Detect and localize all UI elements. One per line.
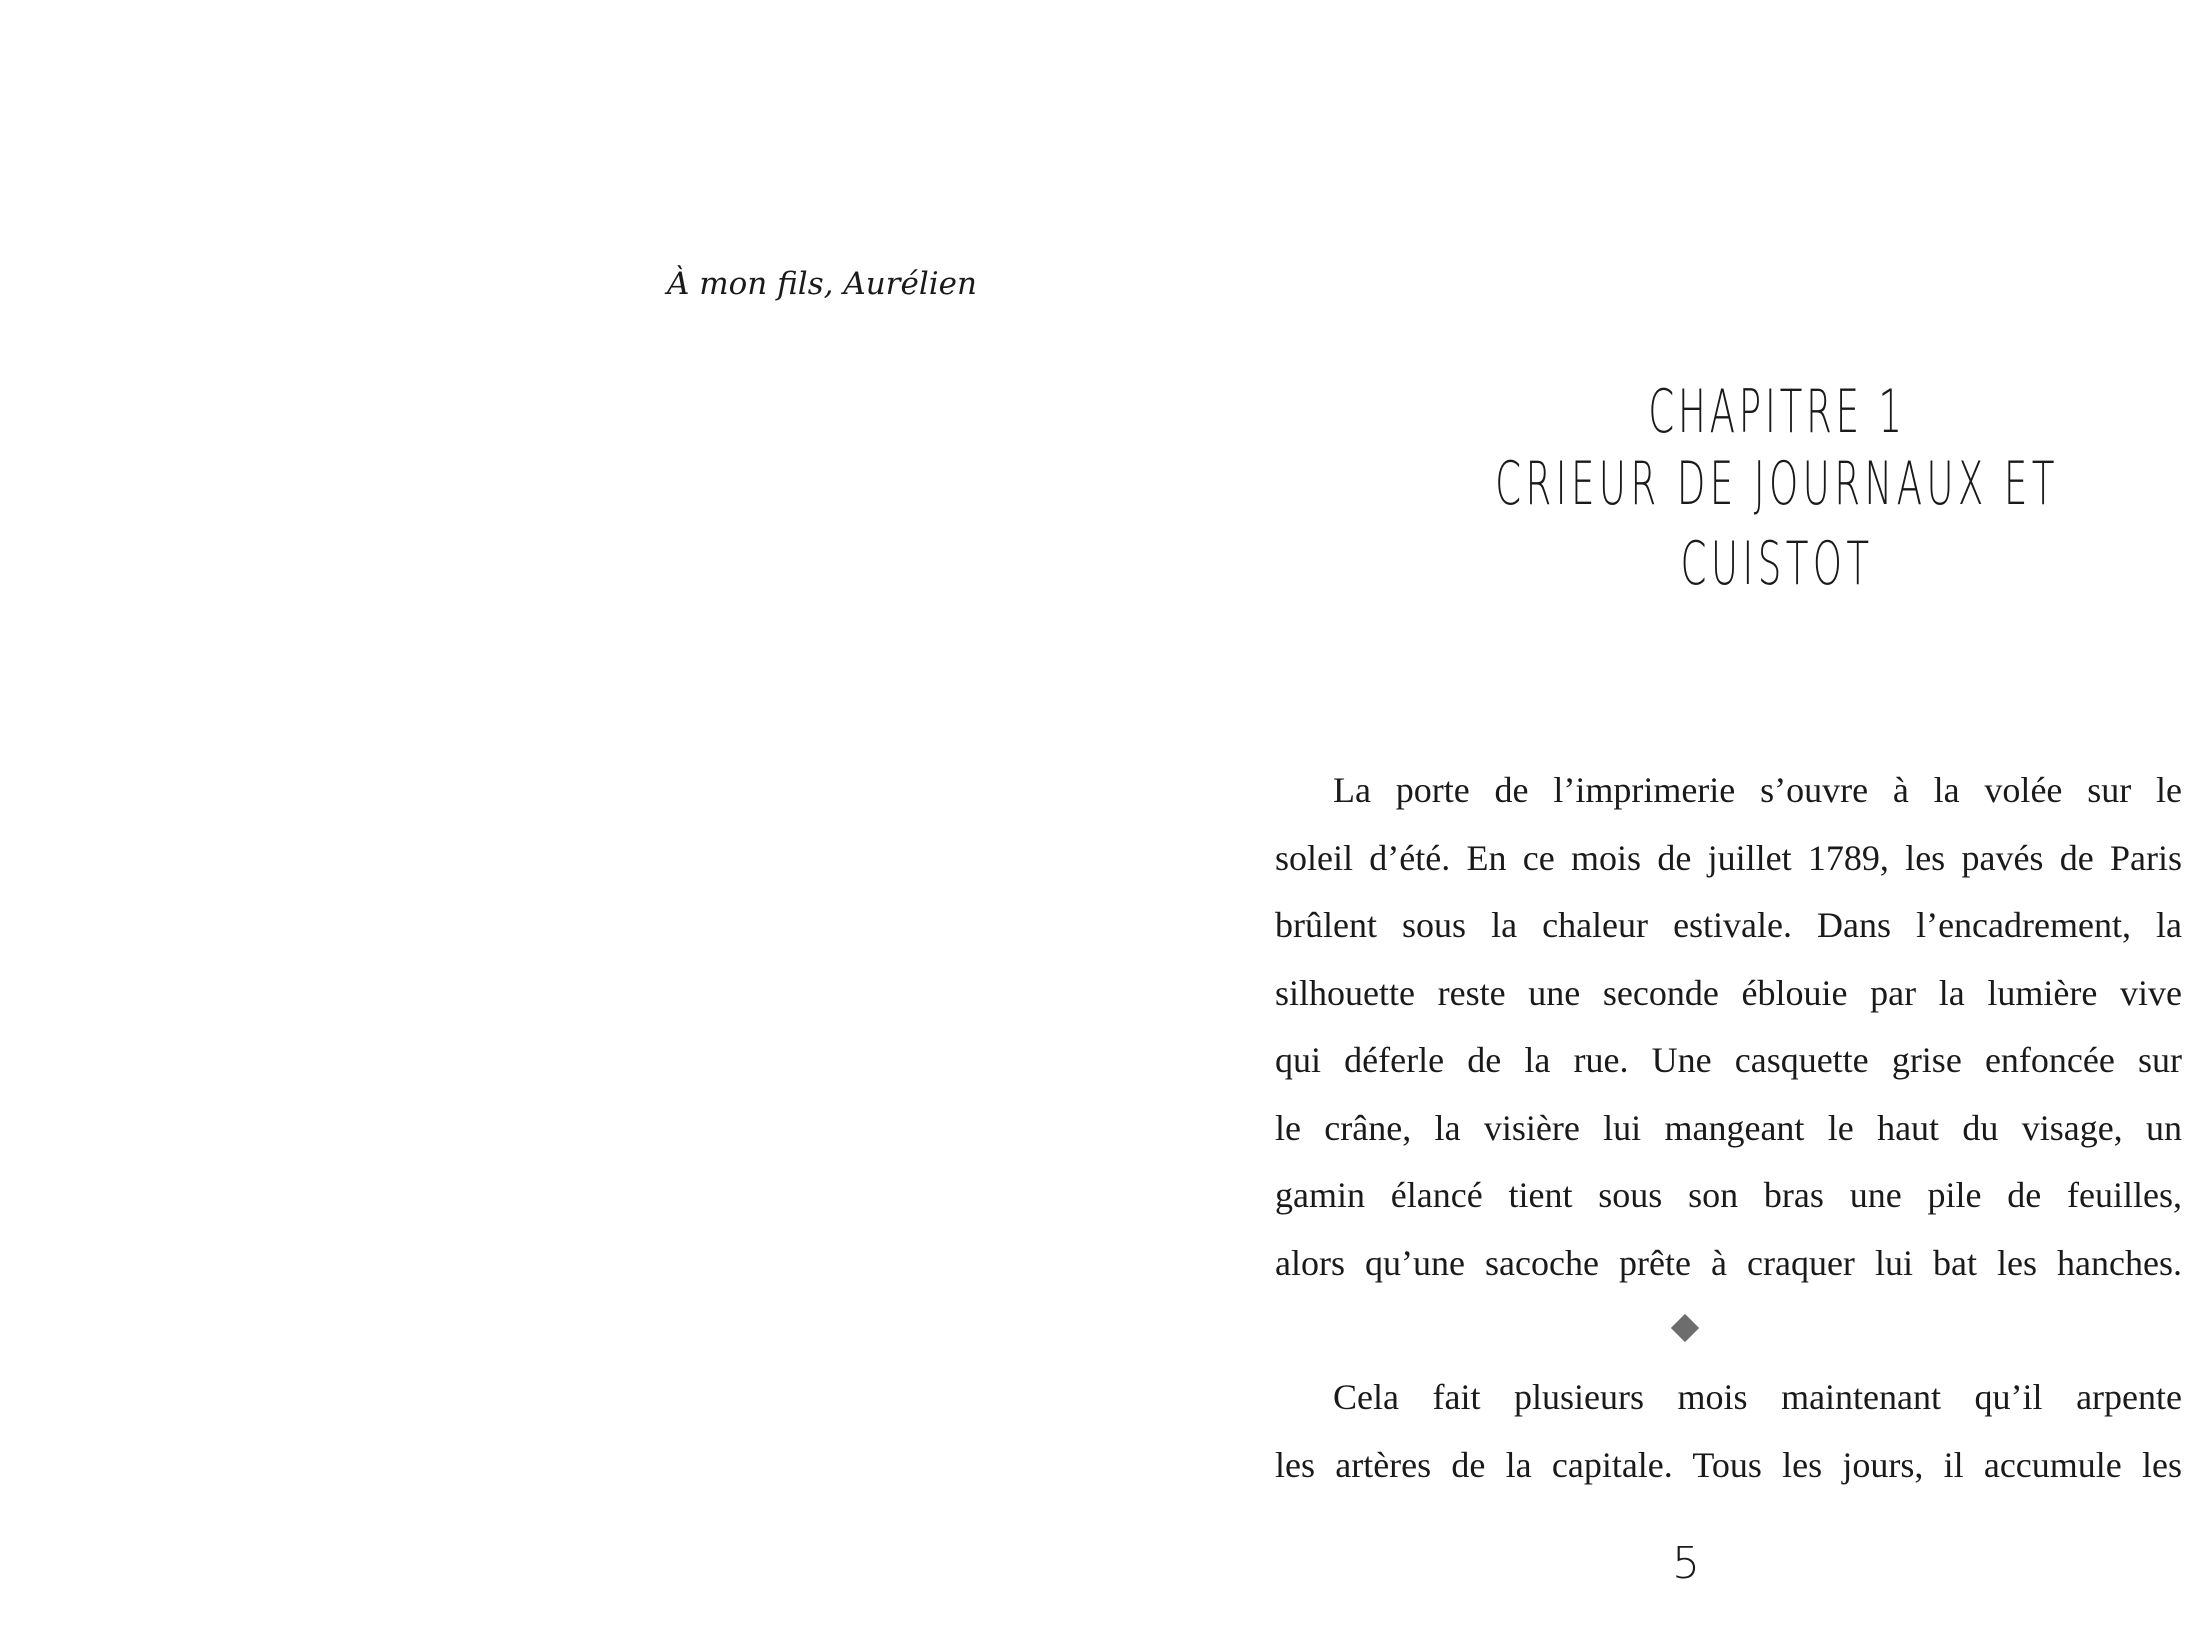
paragraph-line: qui déferle de la rue. Une casquette grise enfoncée sur xyxy=(1275,1040,2182,1080)
paragraph-line: gamin élancé tient sous son bras une pile de feuilles, xyxy=(1275,1175,2182,1215)
paragraph-line: brûlent sous la chaleur estivale. Dans l’encadrement, la xyxy=(1275,905,2182,945)
paragraph-2 xyxy=(1275,1364,2182,1499)
chapter-number: CHAPITRE 1 xyxy=(1648,377,1906,447)
diamond-ornament-icon xyxy=(1671,1314,1699,1342)
paragraph-1 xyxy=(1275,757,2182,1297)
paragraph-line: silhouette reste une seconde éblouie par la lumière vive xyxy=(1275,972,2182,1013)
paragraph-line xyxy=(1275,1364,2182,1432)
paragraph-line-text: Cela fait plusieurs mois maintenant qu’il arpente xyxy=(1333,1377,2182,1417)
paragraph-line: le crâne, la visière lui mangeant le haut du visage, un xyxy=(1275,1107,2182,1148)
paragraph-line xyxy=(1275,757,2182,825)
paragraph-line: alors qu’une sacoche prête à craquer lui bat les hanches. xyxy=(1275,1242,2182,1283)
chapter-title: CRIEUR DE JOURNAUX ET CUISTOT xyxy=(1495,449,2059,599)
paragraph-line-text: La porte de l’imprimerie s’ouvre à la volée sur le xyxy=(1333,770,2182,810)
paragraph-line: les artères de la capitale. Tous les jours, il accumule les xyxy=(1275,1444,2182,1485)
right-page xyxy=(1097,0,2194,1632)
page-number: 5 xyxy=(1672,1538,1700,1589)
paragraph-line: soleil d’été. En ce mois de juillet 1789, les pavés de Paris xyxy=(1275,837,2182,878)
dedication-text: À mon fils, Aurélien xyxy=(667,266,977,302)
